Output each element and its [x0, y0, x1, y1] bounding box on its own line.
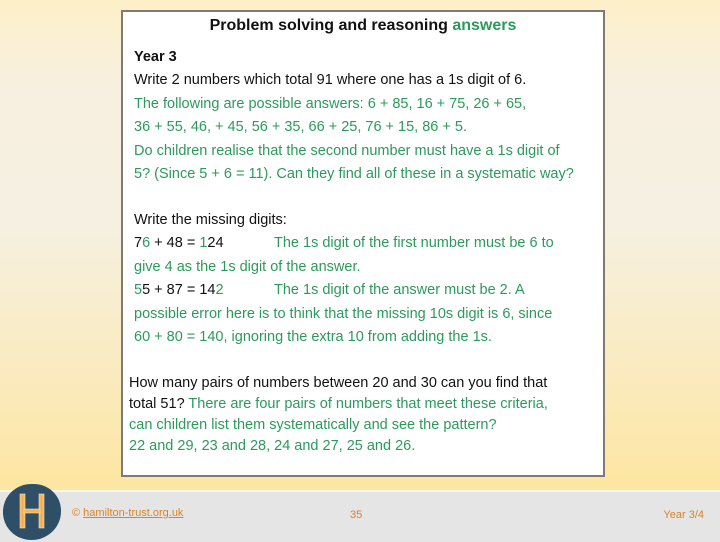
answer-text: The following are possible answers: 6 + 85, 16 + 75, 26 + 65, — [134, 95, 527, 112]
answer-text: 36 + 55, 46, + 45, 56 + 35, 66 + 25, 76 + 15, 86 + 5. — [134, 119, 467, 136]
page-title — [123, 17, 603, 35]
content-card — [121, 10, 605, 477]
answer-text: 60 + 80 = 140, ignoring the extra 10 from adding the 1s. — [134, 329, 492, 346]
section-year3 — [134, 46, 593, 186]
answer-text: Do children realise that the second number must have a 1s digit of — [134, 142, 560, 159]
question-text: total 51? — [129, 396, 189, 412]
equation-1 — [134, 232, 274, 255]
digit: 7 — [134, 235, 143, 252]
title-text: Problem solving and reasoning — [209, 17, 453, 34]
answer-text: The 1s digit of the answer must be 2. A — [274, 282, 525, 299]
answer-text: There are four pairs of numbers that meet these criteria, — [188, 396, 548, 412]
answer-text: can children list them systematically and see the pattern? — [129, 417, 497, 433]
missing-digit: 2 — [215, 282, 224, 299]
copyright-symbol: © — [72, 507, 84, 519]
digit: + 48 = — [150, 235, 200, 252]
missing-digit: 5 — [134, 282, 143, 299]
letter-h-icon — [19, 493, 45, 529]
answer-text: possible error here is to think that the missing 10s digit is 6, since — [134, 305, 553, 322]
answer-text: The 1s digit of the first number must be 6 to — [274, 235, 554, 252]
digit: 24 — [207, 235, 224, 252]
missing-digit: 1 — [199, 235, 208, 252]
year-label: Year 3/4 — [663, 509, 704, 521]
digit: 5 + 87 = 14 — [142, 282, 216, 299]
hamilton-logo-icon — [3, 484, 61, 540]
answer-text: give 4 as the 1s digit of the answer. — [134, 258, 361, 275]
equation-row — [134, 279, 593, 302]
equation-2 — [134, 279, 274, 302]
question-text: Write 2 numbers which total 91 where one has a 1s digit of 6. — [134, 72, 527, 89]
answer-text: 22 and 29, 23 and 28, 24 and 27, 25 and 26. — [129, 438, 416, 454]
website-link[interactable]: hamilton-trust.org.uk — [83, 507, 184, 519]
section-pairs — [129, 373, 593, 457]
section-missing-digits — [134, 209, 593, 349]
page-number: 35 — [350, 509, 363, 521]
missing-digit: 6 — [142, 235, 151, 252]
year-heading: Year 3 — [134, 49, 177, 65]
copyright — [72, 507, 183, 519]
equation-row — [134, 232, 593, 255]
mixed-line — [129, 394, 593, 415]
question-text: How many pairs of numbers between 20 and 30 can you find that — [129, 375, 548, 391]
title-highlight: answers — [452, 17, 517, 34]
question-text: Write the missing digits: — [134, 212, 287, 228]
answer-text: 5? (Since 5 + 6 = 11). Can they find all of these in a systematic way? — [134, 166, 574, 183]
